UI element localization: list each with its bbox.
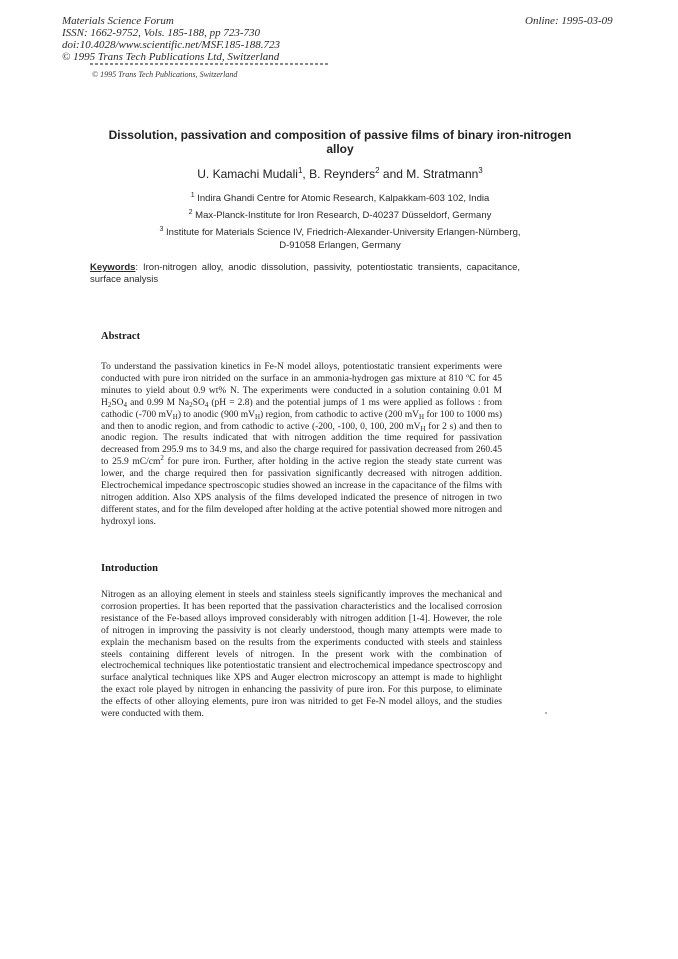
affiliation: $^2$ Max-Planck-Institute for Iron Research, D-40237 Düsseldorf, Germany [188,209,492,222]
print-copyright: © 1995 Trans Tech Publications, Switzerland [92,70,238,79]
affiliation: $^1$ Indira Ghandi Centre for Atomic Research, Kalpakkam-603 102, India [190,192,490,205]
paper-title: Dissolution, passivation and composition of passive films of binary iron-nitrogen alloy [108,128,572,156]
author-name: M. Stratmann [406,167,479,181]
abstract-body: To understand the passivation kinetics in Fe-N model alloys, potentiostatic transient experiments were conducted with pure iron nitrided on the surface in an ammonia-hydrogen gas mixture at 810 ºC for 45 minutes to yield about 0.9 wt% N. The experiments were conducted in a solution containing 0.01 M $H_2SO_4$ and 0.99 M $Na_2SO_4$ (pH = 2.8) and the potential jumps of 1 ms were applied as follows : from cathodic (-700 $mV_H$) to anodic (900 $mV_H$) region, from cathodic to active (200 $mV_H$ for 100 to 1000 ms) and then to anodic region, and from cathodic to active (-200, -100, 0, 100, 200 $mV_H$ for 2 s) and then to anodic region. The results indicated that with nitrogen addition the time required for passivation decreased from 295.9 ms to 34.9 ms, and also the charge required for passivation decreased from 260.45 to 25.9 $mC/cm^2$ for pure iron. Further, after holding in the active region the steady state current was lower, and the charge required then for passivation significantly decreased with nitrogen addition. Electrochemical impedance spectroscopic studies showed an increase in the capacitance of the films with nitrogen addition. Also XPS analysis of the films developed indicated the presence of nitrogen in two different states, and for the film developed after holding at the active potential showed more nitrogen and hydroxyl ions. [101,362,502,527]
doi-link[interactable]: doi:10.4028/www.scientific.net/MSF.185-188.723 [62,39,281,51]
author-name: U. Kamachi Mudali [197,167,298,181]
copyright-line: © 1995 Trans Tech Publications Ltd, Switzerland [62,51,280,63]
author-affiliation-mark: 1 [297,166,303,175]
keywords-label: Keywords [90,262,136,273]
author-affiliation-mark: 2 [375,166,380,175]
scan-speck [545,712,547,714]
author-name: B. Reynders [309,167,376,181]
running-header [62,15,280,63]
keywords-list: : Iron-nitrogen alloy, anodic dissolution, passivity, potentiostatic transients, capacitance, surface analysis [90,262,520,285]
original-print-header-scan [90,62,330,67]
issn-line: ISSN: 1662-9752, Vols. 185-188, pp 723-730 [62,27,260,39]
introduction-body: Nitrogen as an alloying element in steels and stainless steels significantly improves the mechanical and corrosion properties. It has been reported that the passivation characteristics and the localised corrosion resistance of the Fe-based alloys improved considerably with nitrogen addition [1-4]. However, the role of nitrogen in improving the passivity is not clearly understood, though many attempts were made to explain the mechanism based on the results from the experiments conducted with steels and stainless steels containing different levels of nitrogen. In the present work with the combination of electrochemical techniques like potentiostatic transient and electrochemical impedance spectroscopy and surface analytical techniques like XPS and Auger electron microscopy an attempt is made to highlight the exact role played by nitrogen in enhancing the passivity of pure iron. For this purpose, to eliminate the effects of other alloying elements, pure iron was nitrided to get Fe-N model alloys, and the studies were conducted with them. [101,590,502,720]
introduction-heading: Introduction [101,563,158,574]
journal-name: Materials Science Forum [62,15,174,27]
author-list: U. Kamachi Mudali$^1$, B. Reynders$^2$ and M. Stratmann$^3$ [197,166,483,181]
author-affiliation-mark: 3 [478,166,483,175]
keywords [90,262,520,285]
online-date: Online: 1995-03-09 [525,15,613,27]
abstract-heading: Abstract [101,331,141,342]
affiliation: $^3$ Institute for Materials Science IV, Friedrich-Alexander-University Erlangen-Nürnberg, D-91058 Erlangen, Germany [159,226,521,251]
